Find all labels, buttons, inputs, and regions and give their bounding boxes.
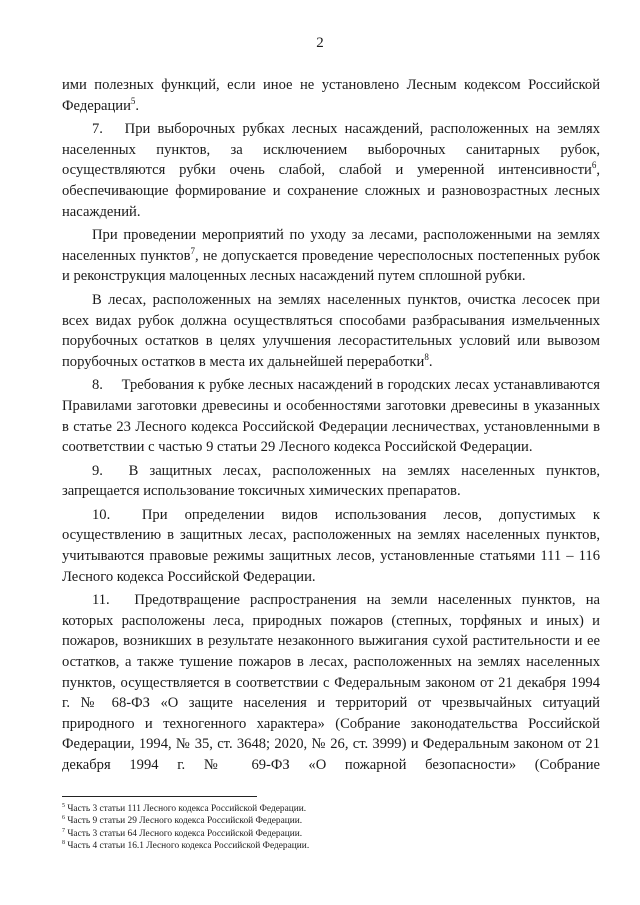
footnote-8: $^8$ Часть 4 статьи 16.1 Лесного кодекса Российской Федерации. — [62, 839, 310, 851]
paragraph-7: 7. При выборочных рубках лесных насаждений, расположенных на землях населенных пунктов, за исключением выборочных санитарных рубок, осуществляются рубки очень слабой, слабой и умеренной интенсивности$^6$, обеспечивающие формирование и сохранение сложных и разновозрастных лесных насаждений. — [62, 121, 600, 220]
document-body — [62, 75, 600, 779]
paragraph-8: 8. Требования к рубке лесных насаждений в городских лесах устанавливаются Правилами заготовки древесины и особенностями заготовки древесины в указанных в статье 23 Лесного кодекса Российской Федерации лесничествах, установленными в соответствии с частью 9 статьи 29 Лесного кодекса Российской Федерации. — [62, 377, 600, 456]
page-number: 2 — [316, 35, 324, 51]
paragraph-continuation: ими полезных функций, если иное не установлено Лесным кодексом Российской Федерации$^5$. — [62, 77, 600, 114]
paragraph-10: 10. При определении видов использования лесов, допустимых к осуществлению в защитных лесах, расположенных на землях населенных пунктов, учитываются правовые режимы защитных лесов, установленные статьями 111 – 116 Лесного кодекса Российской Федерации. — [62, 506, 600, 585]
paragraph-cleaning: В лесах, расположенных на землях населенных пунктов, очистка лесосек при всех видах рубок должна осуществляться способами разбрасывания измельченных порубочных остатков в целях улучшения лесорастительных условий или вывозом порубочных остатков в места их дальнейшей переработки$^8$. — [62, 291, 600, 370]
paragraph-9: 9. В защитных лесах, расположенных на землях населенных пунктов, запрещается использование токсичных химических препаратов. — [62, 462, 600, 500]
footnote-7: $^7$ Часть 3 статьи 64 Лесного кодекса Российской Федерации. — [62, 827, 303, 839]
footnote-ref: 8 — [424, 351, 429, 362]
footnote-ref: 6 — [591, 160, 597, 171]
paragraph-11: 11. Предотвращение распространения на земли населенных пунктов, на которых расположены леса, природных пожаров (степных, торфяных и иных) и пожаров, возникших в результате незаконного выжигания сухой растительности и ее остатков, а также тушение пожаров в лесах, расположенных на землях населенных пунктов, осуществляется в соответствии с Федеральным законом от 21 декабря 1994 г. № 68-ФЗ «О защите населения и территорий от чрезвычайных ситуаций природного и техногенного характера» (Собрание законодательства Российской Федерации, 1994, № 35, ст. 3648; 2020, № 26, ст. 3999) и Федеральным законом от 21 декабря 1994 г. № 69-ФЗ «О пожарной безопасности» (Собрание — [62, 592, 600, 773]
footnote-6: $^6$ Часть 9 статьи 29 Лесного кодекса Российской Федерации. — [62, 815, 303, 827]
footnote-ref: 5 — [130, 95, 136, 106]
footnote-divider — [62, 796, 257, 797]
footnote-5: $^5$ Часть 3 статьи 111 Лесного кодекса Российской Федерации. — [62, 802, 307, 814]
paragraph-care: При проведении мероприятий по уходу за лесами, расположенными на землях населенных пунктов$^7$, не допускается проведение чересполосных постепенных рубок и реконструкция малоценных лесных насаждений путем сплошной рубки. — [62, 227, 600, 285]
footnotes — [62, 803, 602, 852]
footnote-ref: 7 — [190, 245, 195, 256]
